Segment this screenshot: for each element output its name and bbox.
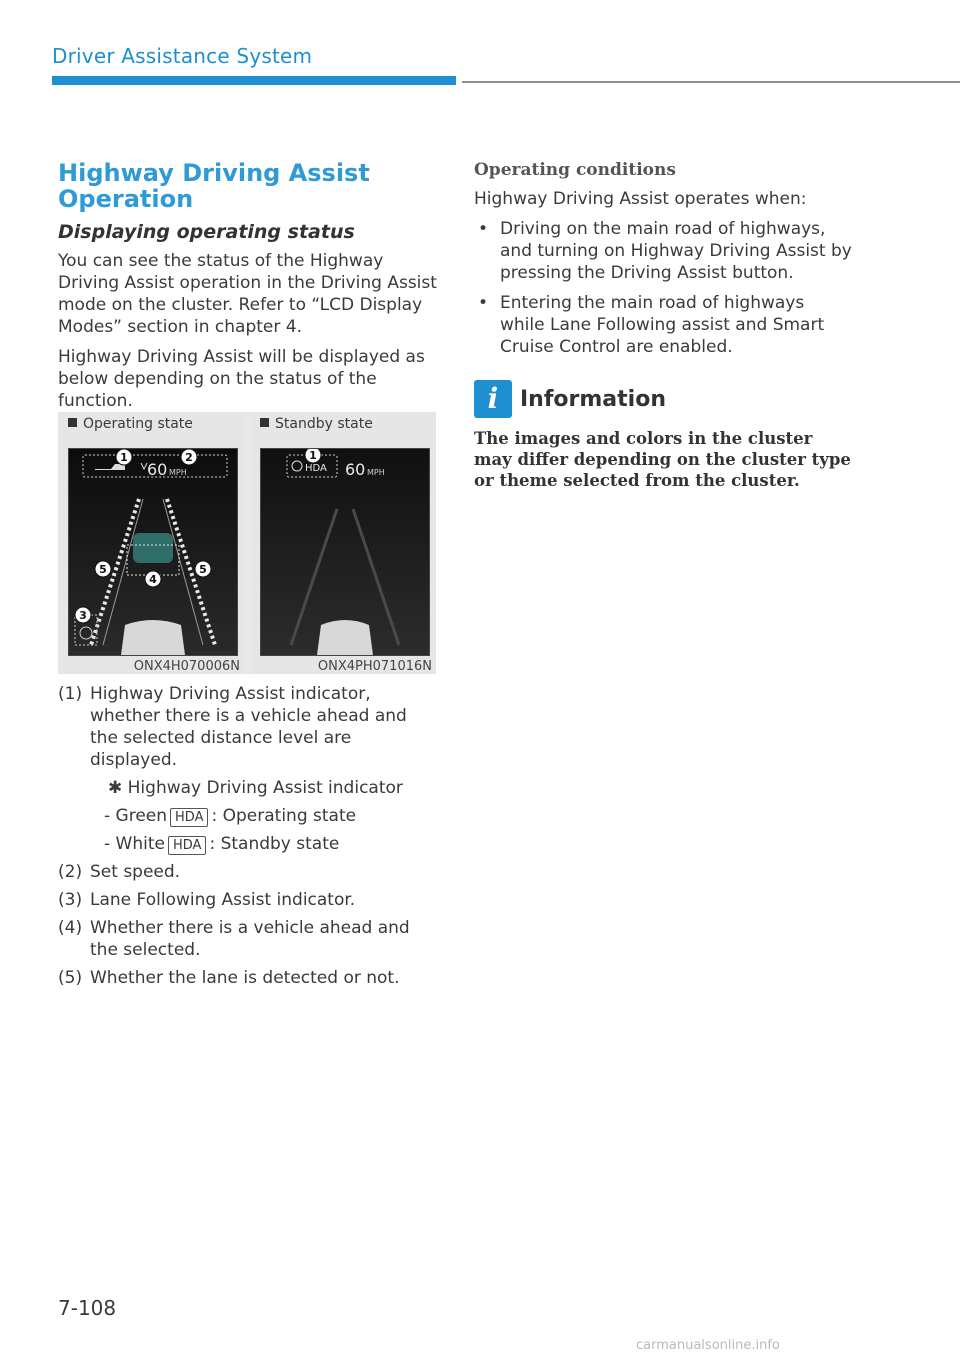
marker-5-right: 5 xyxy=(199,563,207,576)
speed-unit-text: MPH xyxy=(169,468,187,477)
operating-conditions-heading: Operating conditions xyxy=(474,160,676,180)
figure-code-operating: ONX4H070006N xyxy=(133,659,240,674)
watermark: carmanualsonline.info xyxy=(636,1338,780,1353)
figure-panel-operating xyxy=(58,412,244,674)
section-title-line1: Highway Driving Assist xyxy=(58,159,370,187)
operating-conditions-intro: Highway Driving Assist operates when: xyxy=(474,189,807,209)
indicator-note: ✱ Highway Driving Assist indicator xyxy=(108,778,403,798)
cluster-graphic-operating xyxy=(69,449,237,655)
figure-panel-standby xyxy=(250,412,436,674)
subsection-title: Displaying operating status xyxy=(58,221,355,243)
list-item: (2) Set speed. xyxy=(58,862,181,882)
cluster-screen-standby xyxy=(260,448,430,656)
marker-2: 2 xyxy=(185,451,193,464)
set-speed-text: 60 xyxy=(345,460,366,479)
caption-square-icon xyxy=(68,418,77,427)
header-title: Driver Assistance System xyxy=(52,44,313,68)
green-state-line: - Green HDA : Operating state xyxy=(104,806,357,826)
paragraph-display: Highway Driving Assist will be displayed as below depending on the status of the function. xyxy=(58,347,425,411)
information-text: The images and colors in the cluster may differ depending on the cluster type or theme selected from the cluster. xyxy=(474,429,851,490)
hda-badge: HDA xyxy=(170,808,208,827)
list-item: (3) Lane Following Assist indicator. xyxy=(58,890,356,910)
figure-caption-operating: Operating state xyxy=(68,416,193,432)
cluster-graphic-standby xyxy=(261,449,429,655)
condition-bullet: • Entering the main road of highways while Lane Following assist and Smart Cruise Control are enabled. xyxy=(478,293,825,357)
list-item: (1) Highway Driving Assist indicator, whether there is a vehicle ahead and the selected distance level are displayed. xyxy=(58,684,407,770)
list-item: (4) Whether there is a vehicle ahead and the selected. xyxy=(58,918,410,960)
legend-list xyxy=(58,683,438,995)
white-state-line: - White HDA : Standby state xyxy=(104,834,340,854)
marker-3: 3 xyxy=(79,609,87,622)
cluster-figure xyxy=(58,412,436,674)
list-item: (5) Whether the lane is detected or not. xyxy=(58,968,400,988)
figure-code-standby: ONX4PH071016N xyxy=(317,659,432,674)
section-title xyxy=(58,160,438,212)
marker-5-left: 5 xyxy=(99,563,107,576)
information-title: Information xyxy=(520,386,666,412)
header-accent-bar xyxy=(52,76,456,85)
information-box xyxy=(474,380,854,491)
condition-bullet: • Driving on the main road of highways, and turning on Highway Driving Assist by pressing the Driving Assist button. xyxy=(478,219,852,283)
marker-4: 4 xyxy=(149,573,157,586)
speed-unit-text: MPH xyxy=(367,468,385,477)
section-title-line2: Operation xyxy=(58,185,194,213)
left-column xyxy=(58,160,438,420)
cluster-screen-operating xyxy=(68,448,238,656)
caption-square-icon xyxy=(260,418,269,427)
header-divider xyxy=(462,81,960,83)
set-speed-text: 60 xyxy=(147,460,168,479)
info-icon: i xyxy=(474,380,512,418)
hda-badge-text: HDA xyxy=(305,463,327,474)
marker-1: 1 xyxy=(309,449,317,462)
page-number: 7-108 xyxy=(58,1296,117,1320)
hda-badge: HDA xyxy=(168,836,206,855)
information-header xyxy=(474,380,854,418)
right-column xyxy=(474,160,854,366)
marker-1: 1 xyxy=(120,451,128,464)
figure-caption-standby: Standby state xyxy=(260,416,373,432)
paragraph-status: You can see the status of the Highway Driving Assist operation in the Driving Assist mode on the cluster. Refer to “LCD Display Modes” section in chapter 4. xyxy=(58,251,437,337)
